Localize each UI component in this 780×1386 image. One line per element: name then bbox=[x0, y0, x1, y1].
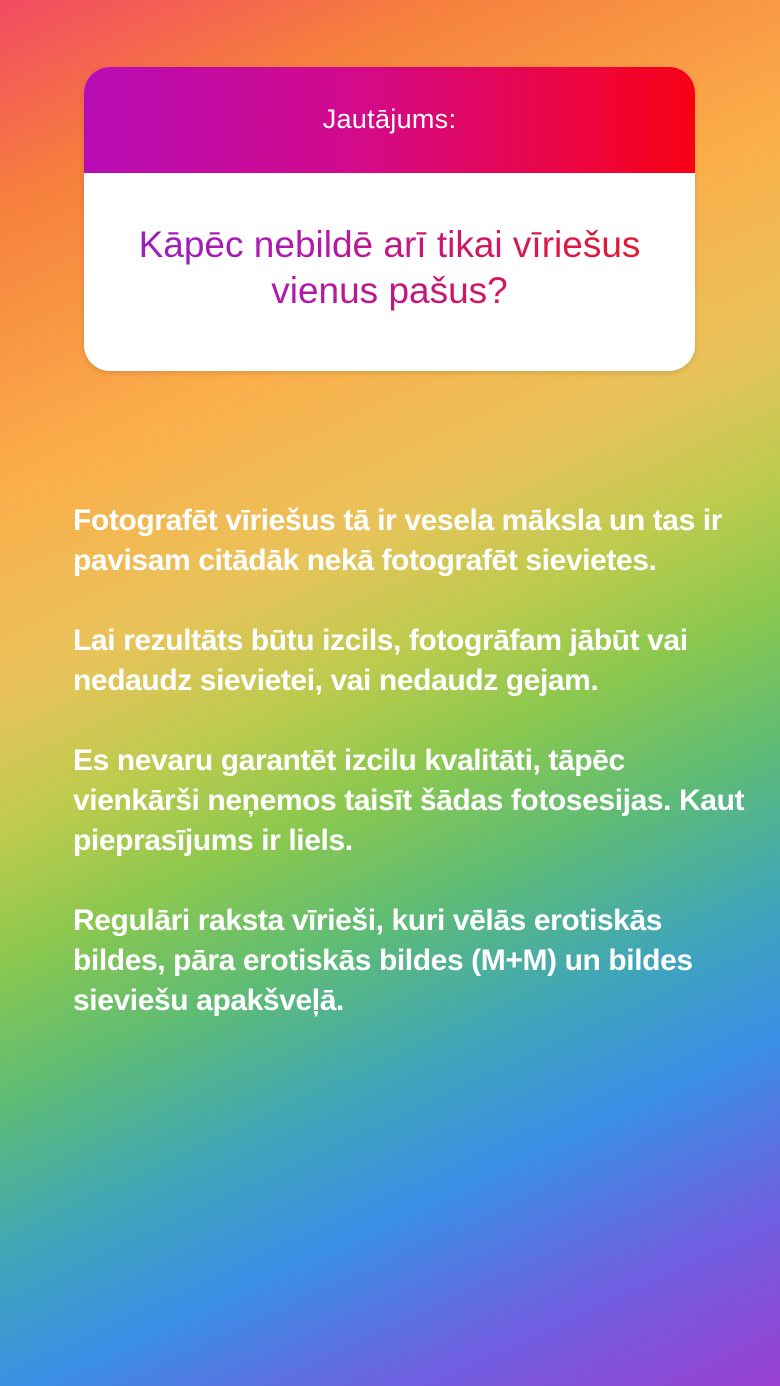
answer-text-block bbox=[73, 501, 753, 1021]
answer-paragraph: Lai rezultāts būtu izcils, fotogrāfam jābūt vai nedaudz sievietei, vai nedaudz gejam. bbox=[73, 624, 688, 697]
question-sticker[interactable] bbox=[84, 67, 695, 371]
question-text: Kāpēc nebildē arī tikai vīriešus vienus pašus? bbox=[124, 222, 655, 314]
question-sticker-body bbox=[84, 173, 695, 371]
answer-paragraph: Regulāri raksta vīrieši, kuri vēlās erotiskās bildes, pāra erotiskās bildes (M+M) un bildes sieviešu apakšveļā. bbox=[73, 904, 693, 1017]
question-sticker-header bbox=[84, 67, 695, 173]
answer-paragraph: Es nevaru garantēt izcilu kvalitāti, tāpēc vienkārši neņemos taisīt šādas fotosesijas. Kaut pieprasījums ir liels. bbox=[73, 744, 745, 857]
question-label: Jautājums: bbox=[322, 103, 457, 134]
answer-paragraph: Fotografēt vīriešus tā ir vesela māksla un tas ir pavisam citādāk nekā fotografēt sievietes. bbox=[73, 504, 723, 577]
